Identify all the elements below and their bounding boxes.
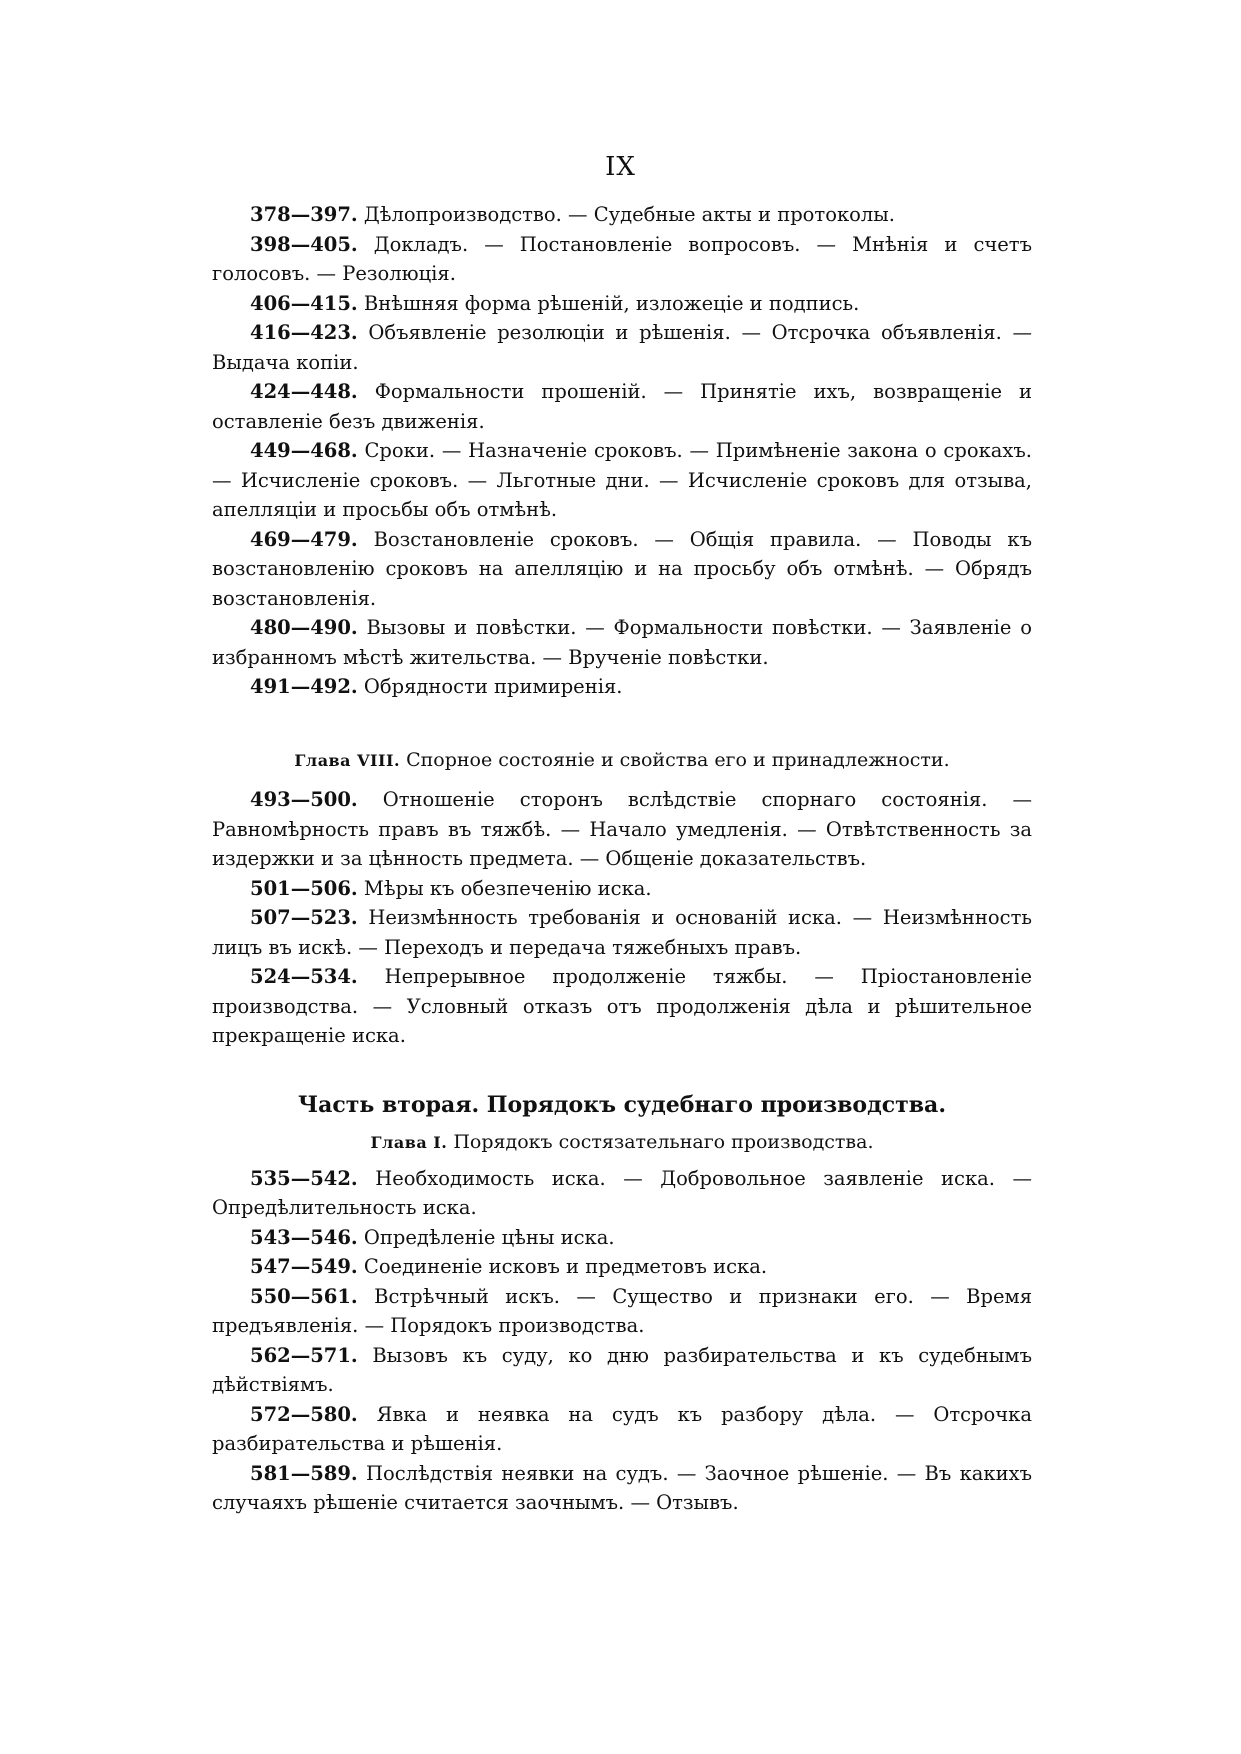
paragraph-range: 491—492. xyxy=(250,675,358,698)
paragraph-range: 524—534. xyxy=(250,965,358,988)
paragraph-range: 581—589. xyxy=(250,1461,358,1485)
entry-text: Встрѣчный искъ. — Существо и признаки его. — Время предъявленія. — Порядокъ производства. xyxy=(212,1284,1032,1337)
chapter-label: Глава I. xyxy=(370,1133,448,1152)
entry-text: Формальности прошеній. — Принятіе ихъ, возвращеніе и оставленіе безъ движенія. xyxy=(212,380,1032,433)
toc-entry xyxy=(212,1282,1032,1341)
paragraph-range: 406—415. xyxy=(250,291,358,315)
paragraph-range: 507—523. xyxy=(250,906,358,929)
toc-entry xyxy=(212,785,1032,874)
entry-text: Соединеніе исковъ и предметовъ иска. xyxy=(357,1255,768,1278)
toc-entry xyxy=(212,436,1032,525)
paragraph-range: 480—490. xyxy=(250,616,358,639)
entry-text: Неизмѣнность требованія и основаній иска. — Неизмѣнность лицъ въ искѣ. — Переходъ и передача тяжебныхъ правъ. xyxy=(212,906,1032,959)
paragraph-range: 543—546. xyxy=(250,1225,358,1249)
entry-text: Необходимость иска. — Добровольное заявленіе иска. — Опредѣлительность иска. xyxy=(212,1166,1032,1219)
entry-text: Вызовы и повѣстки. — Формальности повѣстки. — Заявленіе о избранномъ мѣстѣ жительства. — Врученіе повѣстки. xyxy=(212,616,1032,669)
toc-entry xyxy=(212,1252,1032,1282)
toc-entry xyxy=(212,377,1032,436)
toc-entry xyxy=(212,318,1032,377)
paragraph-range: 449—468. xyxy=(250,439,358,462)
part-title: Часть вторая. Порядокъ судебнаго производства. xyxy=(298,1091,946,1118)
entry-text: Объявленіе резолюціи и рѣшенія. — Отсрочка объявленія. — Выдача копіи. xyxy=(212,321,1032,374)
toc-entry xyxy=(212,230,1032,289)
paragraph-range: 547—549. xyxy=(250,1255,358,1278)
entry-text: Послѣдствія неявки на судъ. — Заочное рѣшеніе. — Въ какихъ случаяхъ рѣшеніе считается заочнымъ. — Отзывъ. xyxy=(212,1461,1032,1514)
toc-entry xyxy=(212,903,1032,962)
paragraph-range: 501—506. xyxy=(250,876,358,900)
toc-section-continued xyxy=(212,200,1032,702)
paragraph-range: 398—405. xyxy=(250,232,358,256)
paragraph-range: 424—448. xyxy=(250,380,358,403)
paragraph-range: 416—423. xyxy=(250,321,358,344)
entry-text: Отношеніе сторонъ вслѣдствіе спорнаго состоянія. — Равномѣрность правъ въ тяжбѣ. — Начало умедленія. — Отвѣтственность за издержки и за цѣнность предмета. — Общеніе доказательствъ. xyxy=(212,788,1032,870)
entry-text: Вызовъ къ суду, ко дню разбирательства и къ судебнымъ дѣйствіямъ. xyxy=(212,1343,1032,1396)
paragraph-range: 378—397. xyxy=(250,203,358,226)
toc-entry xyxy=(212,1459,1032,1518)
entry-text: Сроки. — Назначеніе сроковъ. — Примѣненіе закона о срокахъ. — Исчисленіе сроковъ. — Льготные дни. — Исчисленіе сроковъ для отзыва, апелляціи и просьбы объ отмѣнѣ. xyxy=(212,439,1032,521)
entry-text: Возстановленіе сроковъ. — Общія правила. — Поводы къ возстановленію сроковъ на апелляцію и на просьбу объ отмѣнѣ. — Обрядъ возстановленія. xyxy=(212,527,1032,610)
page-number: IX xyxy=(605,152,636,182)
chapter-title: Спорное состояніе и свойства его и принадлежности. xyxy=(400,748,950,771)
toc-entry xyxy=(212,200,1032,230)
entry-text: Мѣры къ обезпеченію иска. xyxy=(357,876,652,900)
paragraph-range: 562—571. xyxy=(250,1343,358,1367)
paragraph-range: 535—542. xyxy=(250,1166,358,1190)
entry-text: Внѣшняя форма рѣшеній, изложеціе и подпись. xyxy=(357,291,860,315)
entry-text: Непрерывное продолженіе тяжбы. — Пріостановленіе производства. — Условный отказъ отъ продолженія дѣла и рѣшительное прекращеніе иска. xyxy=(212,965,1032,1047)
toc-section-chapter-8 xyxy=(212,746,1032,1051)
paragraph-range: 572—580. xyxy=(250,1402,358,1426)
toc-entry xyxy=(212,613,1032,672)
chapter-label: Глава VIII. xyxy=(294,750,401,770)
toc-entry xyxy=(212,874,1032,904)
toc-entry xyxy=(212,1341,1032,1400)
paragraph-range: 550—561. xyxy=(250,1284,358,1308)
entry-text: Докладъ. — Постановленіе вопросовъ. — Мнѣнія и счетъ голосовъ. — Резолюція. xyxy=(212,232,1032,285)
chapter-title: Порядокъ состязательнаго производства. xyxy=(447,1131,874,1153)
paragraph-range: 493—500. xyxy=(250,788,358,811)
toc-section-part-2 xyxy=(212,1091,1032,1518)
toc-entry xyxy=(212,962,1032,1051)
entry-text: Явка и неявка на судъ къ разбору дѣла. — Отсрочка разбирательства и рѣшенія. xyxy=(212,1402,1032,1455)
toc-entry xyxy=(212,1400,1032,1459)
chapter-heading xyxy=(212,1128,1032,1158)
toc-entry xyxy=(212,1164,1032,1223)
toc-entry xyxy=(212,672,1032,702)
entry-text: Опредѣленіе цѣны иска. xyxy=(357,1225,615,1249)
toc-entry xyxy=(212,289,1032,319)
toc-entry xyxy=(212,1223,1032,1253)
entry-text: Дѣлопроизводство. — Судебные акты и протоколы. xyxy=(357,203,895,226)
paragraph-range: 469—479. xyxy=(250,527,358,551)
entry-text: Обрядности примиренія. xyxy=(357,675,623,698)
toc-entry xyxy=(212,525,1032,614)
table-of-contents xyxy=(212,200,1032,1518)
chapter-heading xyxy=(212,746,1032,776)
